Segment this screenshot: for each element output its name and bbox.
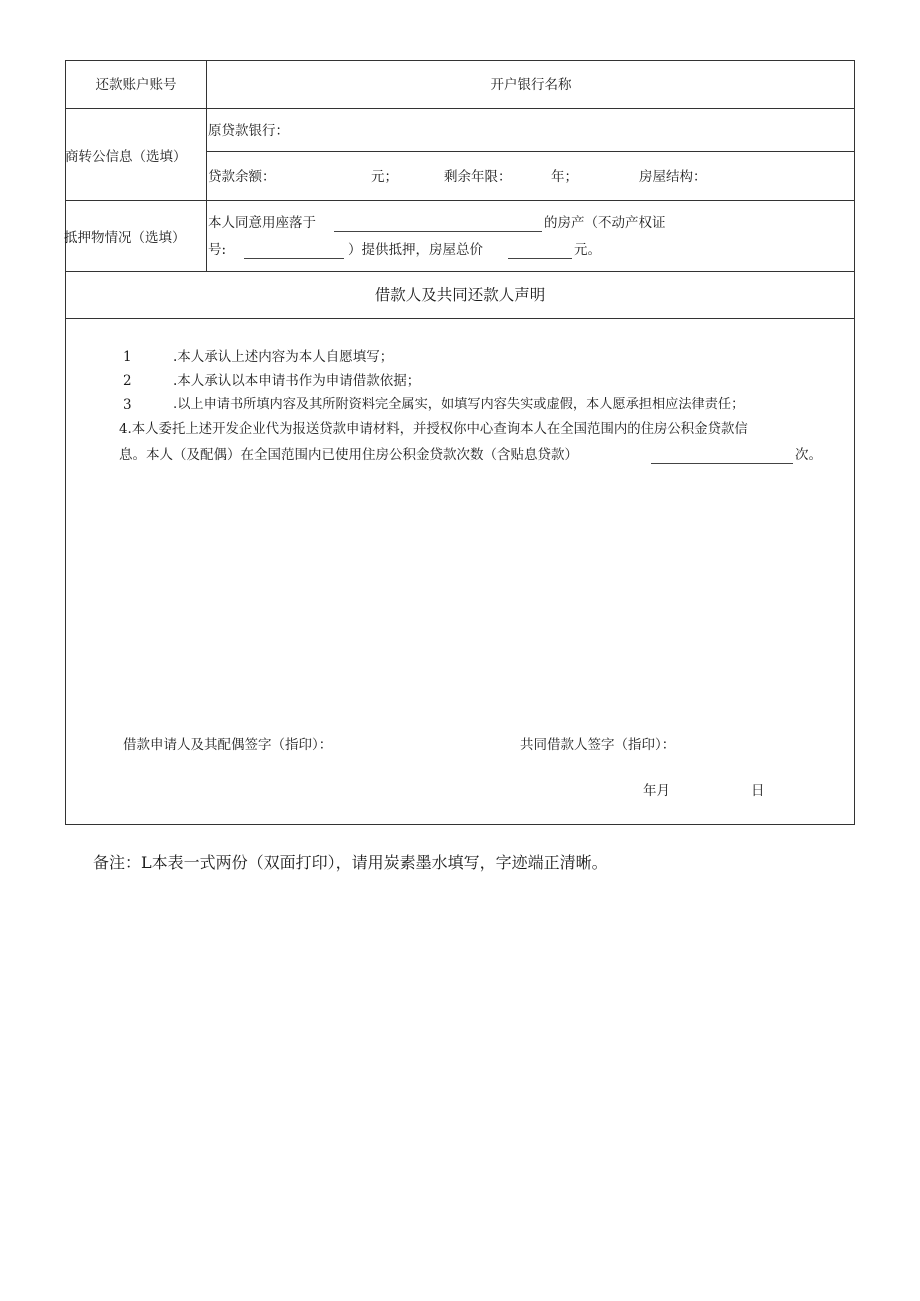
commercial-transfer-label: 商转公信息（选填）	[65, 149, 187, 165]
bank-name-header: 开户银行名称	[490, 77, 572, 93]
co-borrower-signature-label: 共同借款人签字（指印）：	[520, 737, 676, 753]
application-form-table	[65, 60, 855, 825]
declaration-item-number: 2	[123, 373, 132, 389]
declaration-item-4-line1: 4.本人委托上述开发企业代为报送贷款申请材料，并授权你中心查询本人在全国范围内的住房公积金贷款信	[119, 422, 748, 437]
date-day: 日	[751, 783, 765, 799]
date-year-month: 年月	[643, 783, 670, 799]
loan-count-blank[interactable]	[651, 463, 793, 464]
declaration-item-1: .本人承认上述内容为本人自愿填写；	[173, 349, 394, 365]
subrow-divider	[206, 151, 854, 152]
original-bank-label: 原贷款银行：	[208, 123, 289, 139]
repayment-account-label: 还款账户账号	[95, 77, 177, 93]
collateral-line2-end: 元。	[574, 242, 601, 258]
collateral-line1-start: 本人同意用座落于	[208, 215, 316, 231]
applicant-signature-label: 借款申请人及其配偶签字（指印）：	[123, 737, 333, 753]
certificate-number-blank[interactable]	[244, 258, 344, 259]
remaining-years-label: 剩余年限：	[444, 169, 512, 185]
yuan-unit: 元；	[371, 169, 398, 185]
collateral-line1-end: 的房产（不动产权证	[544, 215, 666, 231]
declaration-item-3: .以上申请书所填内容及其所附资料完全属实，如填写内容失实或虚假，本人愿承担相应法律责任；	[173, 397, 745, 412]
row-divider	[66, 318, 854, 319]
declaration-item-number: 3	[123, 397, 132, 413]
declaration-item-2: .本人承认以本申请书作为申请借款依据；	[173, 373, 421, 389]
declaration-item-4-end: 次。	[795, 447, 822, 463]
property-location-blank[interactable]	[334, 231, 542, 232]
collateral-line2-start: 号:	[208, 242, 227, 258]
remark-note: 备注：L本表一式两份（双面打印），请用炭素墨水填写，字迹端正清晰。	[93, 853, 608, 872]
row-divider	[66, 200, 854, 201]
loan-balance-label: 贷款余额：	[208, 169, 276, 185]
declaration-title: 借款人及共同还款人声明	[374, 286, 546, 304]
declaration-item-number: 1	[123, 349, 132, 365]
house-structure-label: 房屋结构：	[639, 169, 707, 185]
declaration-item-4-line2: 息。本人（及配偶）在全国范围内已使用住房公积金贷款次数（含贴息贷款）	[119, 447, 578, 463]
row-divider	[66, 271, 854, 272]
collateral-line2-mid: ）提供抵押，房屋总价	[348, 242, 483, 258]
year-unit: 年；	[551, 169, 578, 185]
house-total-price-blank[interactable]	[508, 258, 572, 259]
row-divider	[66, 108, 854, 109]
collateral-label: 抵押物情况（选填）	[64, 230, 186, 246]
